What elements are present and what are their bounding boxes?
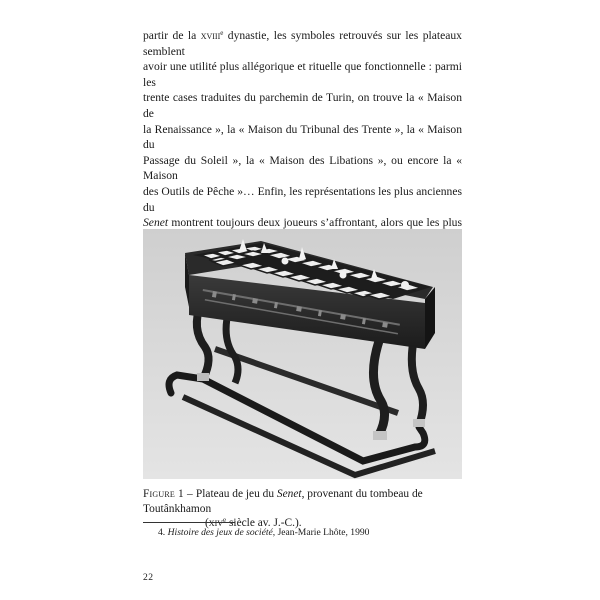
caption-superscript: e [223, 516, 227, 524]
text-line [143, 122, 462, 153]
text-line-text: la Renaissance », la « Maison du Tribunal des Trente », la « Maison du [143, 122, 462, 152]
caption-italic: Senet [276, 488, 302, 500]
caption-text: siècle av. J.-C.). [226, 517, 302, 529]
text-line-text: des Outils de Pêche »… Enfin, les représentations les plus anciennes du [143, 184, 462, 214]
text-line-text: dynastie, les symboles retrouvés sur les plateaux semblent [143, 29, 462, 58]
text-line-superscript: e [220, 29, 224, 37]
text-line-italic: Senet [143, 216, 169, 230]
text-line-text: montrent toujours deux joueurs s’affrontant, alors que les plus [171, 216, 462, 230]
text-line-text: partir de la [143, 29, 201, 42]
footnote-number: 4. [158, 527, 166, 538]
text-line-text: Passage du Soleil », la « Maison des Libations », ou encore la « Maison [143, 153, 462, 183]
footnote-title: Histoire des jeux de société [167, 527, 273, 538]
footnote [158, 527, 458, 539]
text-line-small-caps: xviii [200, 29, 221, 42]
senet-board-photo [143, 229, 462, 479]
figure-label: Figure 1 – [143, 488, 196, 500]
footnote-rest: , Jean-Marie Lhôte, 1990 [272, 527, 370, 538]
text-line [143, 90, 462, 121]
text-line-text: avoir une utilité plus allégorique et rituelle que fonctionnelle : parmi les [143, 60, 462, 89]
text-line [143, 184, 462, 215]
footnote-rule [143, 522, 235, 523]
caption-text: ( [205, 517, 209, 529]
page-number: 22 [143, 572, 154, 583]
caption-small-caps: xiv [208, 517, 224, 529]
figure-caption [143, 487, 462, 531]
text-line-text: trente cases traduites du parchemin de Turin, on trouve la « Maison de [143, 91, 462, 120]
text-line [143, 28, 462, 59]
text-line [143, 59, 462, 90]
text-line [143, 153, 462, 184]
senet-board-illustration [143, 229, 462, 479]
caption-text: , provenant du tombeau de Toutânkhamon [143, 488, 423, 515]
caption-text: Plateau de jeu du [195, 488, 277, 500]
